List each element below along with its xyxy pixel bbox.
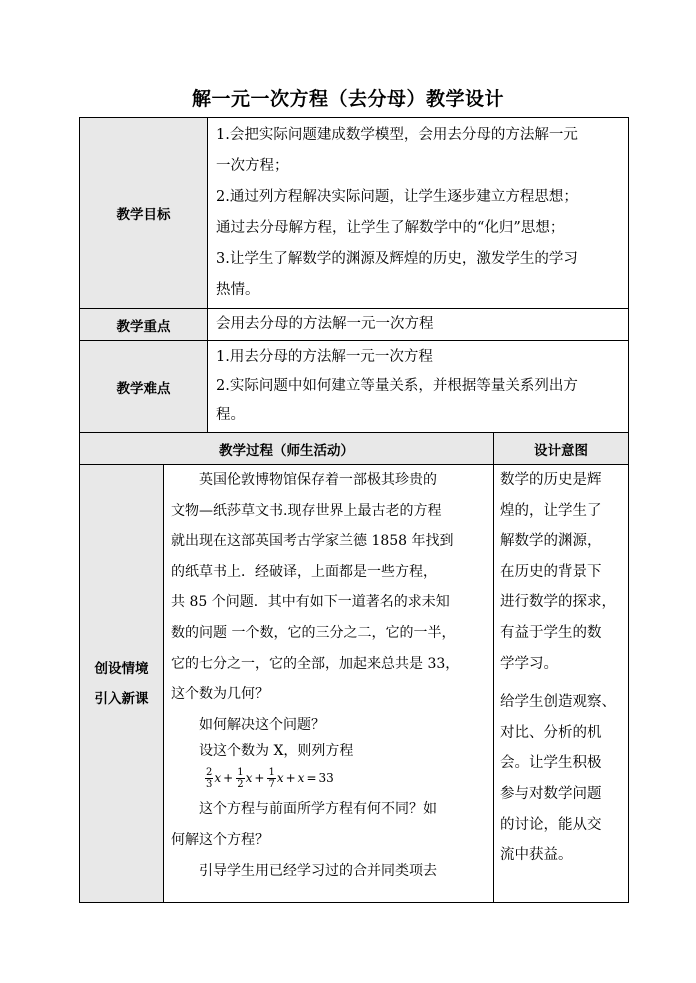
guide-line: 引导学生用已经学习过的合并同类项去: [199, 862, 437, 879]
intent-line: 参与对数学问题: [500, 785, 602, 802]
objectives-line: 一次方程；: [216, 158, 289, 174]
process-header-row: [80, 433, 629, 465]
equation-plus: +: [285, 771, 296, 786]
story-line: 文物—纸莎草文书.现存世界上最古老的方程: [171, 502, 442, 519]
difficulty-content: [208, 341, 629, 433]
difficulty-line: 2.实际问题中如何建立等量关系，并根据等量关系列出方: [216, 378, 578, 394]
compare-line: 这个方程与前面所学方程有何不同？如: [199, 801, 437, 818]
intent-line: 数学的历史是辉: [500, 472, 602, 488]
equation-equals: =: [306, 771, 317, 786]
section-label: [80, 465, 164, 903]
equation-var: x: [245, 771, 253, 786]
intent-content: [494, 465, 629, 903]
objectives-line: 通过去分母解方程，让学生了解数学中的“化归”思想；: [216, 220, 565, 236]
intent-line: 有益于学生的数: [500, 624, 602, 641]
intent-line: 给学生创造观察、: [500, 694, 616, 711]
objectives-line: 3.让学生了解数学的渊源及辉煌的历史，激发学生的学习: [216, 251, 578, 267]
equation: [171, 762, 487, 794]
intent-line: 对比、分析的机: [500, 724, 602, 741]
process-content: [164, 465, 494, 903]
story-line: 英国伦敦博物馆保存着一部极其珍贵的: [199, 472, 437, 488]
key-point-content: 会用去分母的方法解一元一次方程: [208, 309, 629, 341]
intent-line: 学学习。: [500, 655, 558, 672]
compare-line: 何解这个方程？: [171, 831, 269, 848]
intent-line: 在历史的背景下: [500, 563, 602, 580]
difficulty-row: [80, 341, 629, 433]
intent-line: 煌的，让学生了: [500, 502, 602, 519]
lesson-plan-table: [79, 117, 629, 903]
difficulty-line: 程。: [216, 407, 245, 423]
objectives-line: 热情。: [216, 282, 260, 298]
fraction-one-half: $\frac{1}{2}$: [237, 766, 244, 790]
key-point-label: 教学重点: [80, 309, 208, 341]
equation-var: x: [214, 771, 222, 786]
equation-var: x: [276, 771, 284, 786]
difficulty-label: 教学难点: [80, 341, 208, 433]
intent-line: 解数学的渊源，: [500, 533, 602, 550]
section-label-line: 创设情境: [94, 660, 149, 677]
equation-plus: +: [223, 771, 234, 786]
equation-rhs: 33: [318, 771, 334, 786]
section-label-line: 引入新课: [94, 690, 149, 707]
story-line: 它的七分之一，它的全部，加起来总共是 33，: [171, 655, 460, 672]
intro-row: [80, 465, 629, 903]
intent-line: 进行数学的探求，: [500, 594, 616, 611]
equation-plus: +: [254, 771, 265, 786]
fraction-one-seventh: $\frac{1}{7}$: [268, 766, 275, 790]
objectives-label: 教学目标: [80, 118, 208, 309]
objectives-line: 1.会把实际问题建成数学模型，会用去分母的方法解一元: [216, 127, 578, 143]
equation-var: x: [297, 771, 305, 786]
objectives-line: 2.通过列方程解决实际问题，让学生逐步建立方程思想；: [216, 189, 578, 205]
intent-line: 会。让学生积极: [500, 755, 602, 772]
process-header: 教学过程（师生活动）: [80, 433, 494, 465]
intent-line: 的讨论，能从交: [500, 816, 602, 833]
fraction-two-thirds: $\frac{2}{3}$: [206, 766, 213, 790]
story-line: 数的问题 一个数，它的三分之二，它的一半，: [171, 624, 456, 641]
objectives-row: [80, 118, 629, 309]
story-line: 这个数为几何？: [171, 686, 269, 703]
key-point-row: [80, 309, 629, 341]
story-line: 的纸草书上．经破译，上面都是一些方程，: [171, 563, 437, 580]
document-title: 解一元一次方程（去分母）教学设计: [191, 88, 504, 110]
intent-line: 流中获益。: [500, 847, 573, 864]
story-line: 共 85 个问题．其中有如下一道著名的求未知: [171, 594, 450, 611]
intent-spacer: [500, 679, 624, 687]
objectives-content: [208, 118, 629, 309]
setup-line: 设这个数为 X，则列方程: [199, 743, 354, 760]
story-line: 就出现在这部英国考古学家兰德 1858 年找到: [171, 533, 454, 550]
question-line: 如何解决这个问题？: [199, 716, 325, 733]
difficulty-line: 1.用去分母的方法解一元一次方程: [216, 349, 433, 365]
intent-header: 设计意图: [494, 433, 629, 465]
